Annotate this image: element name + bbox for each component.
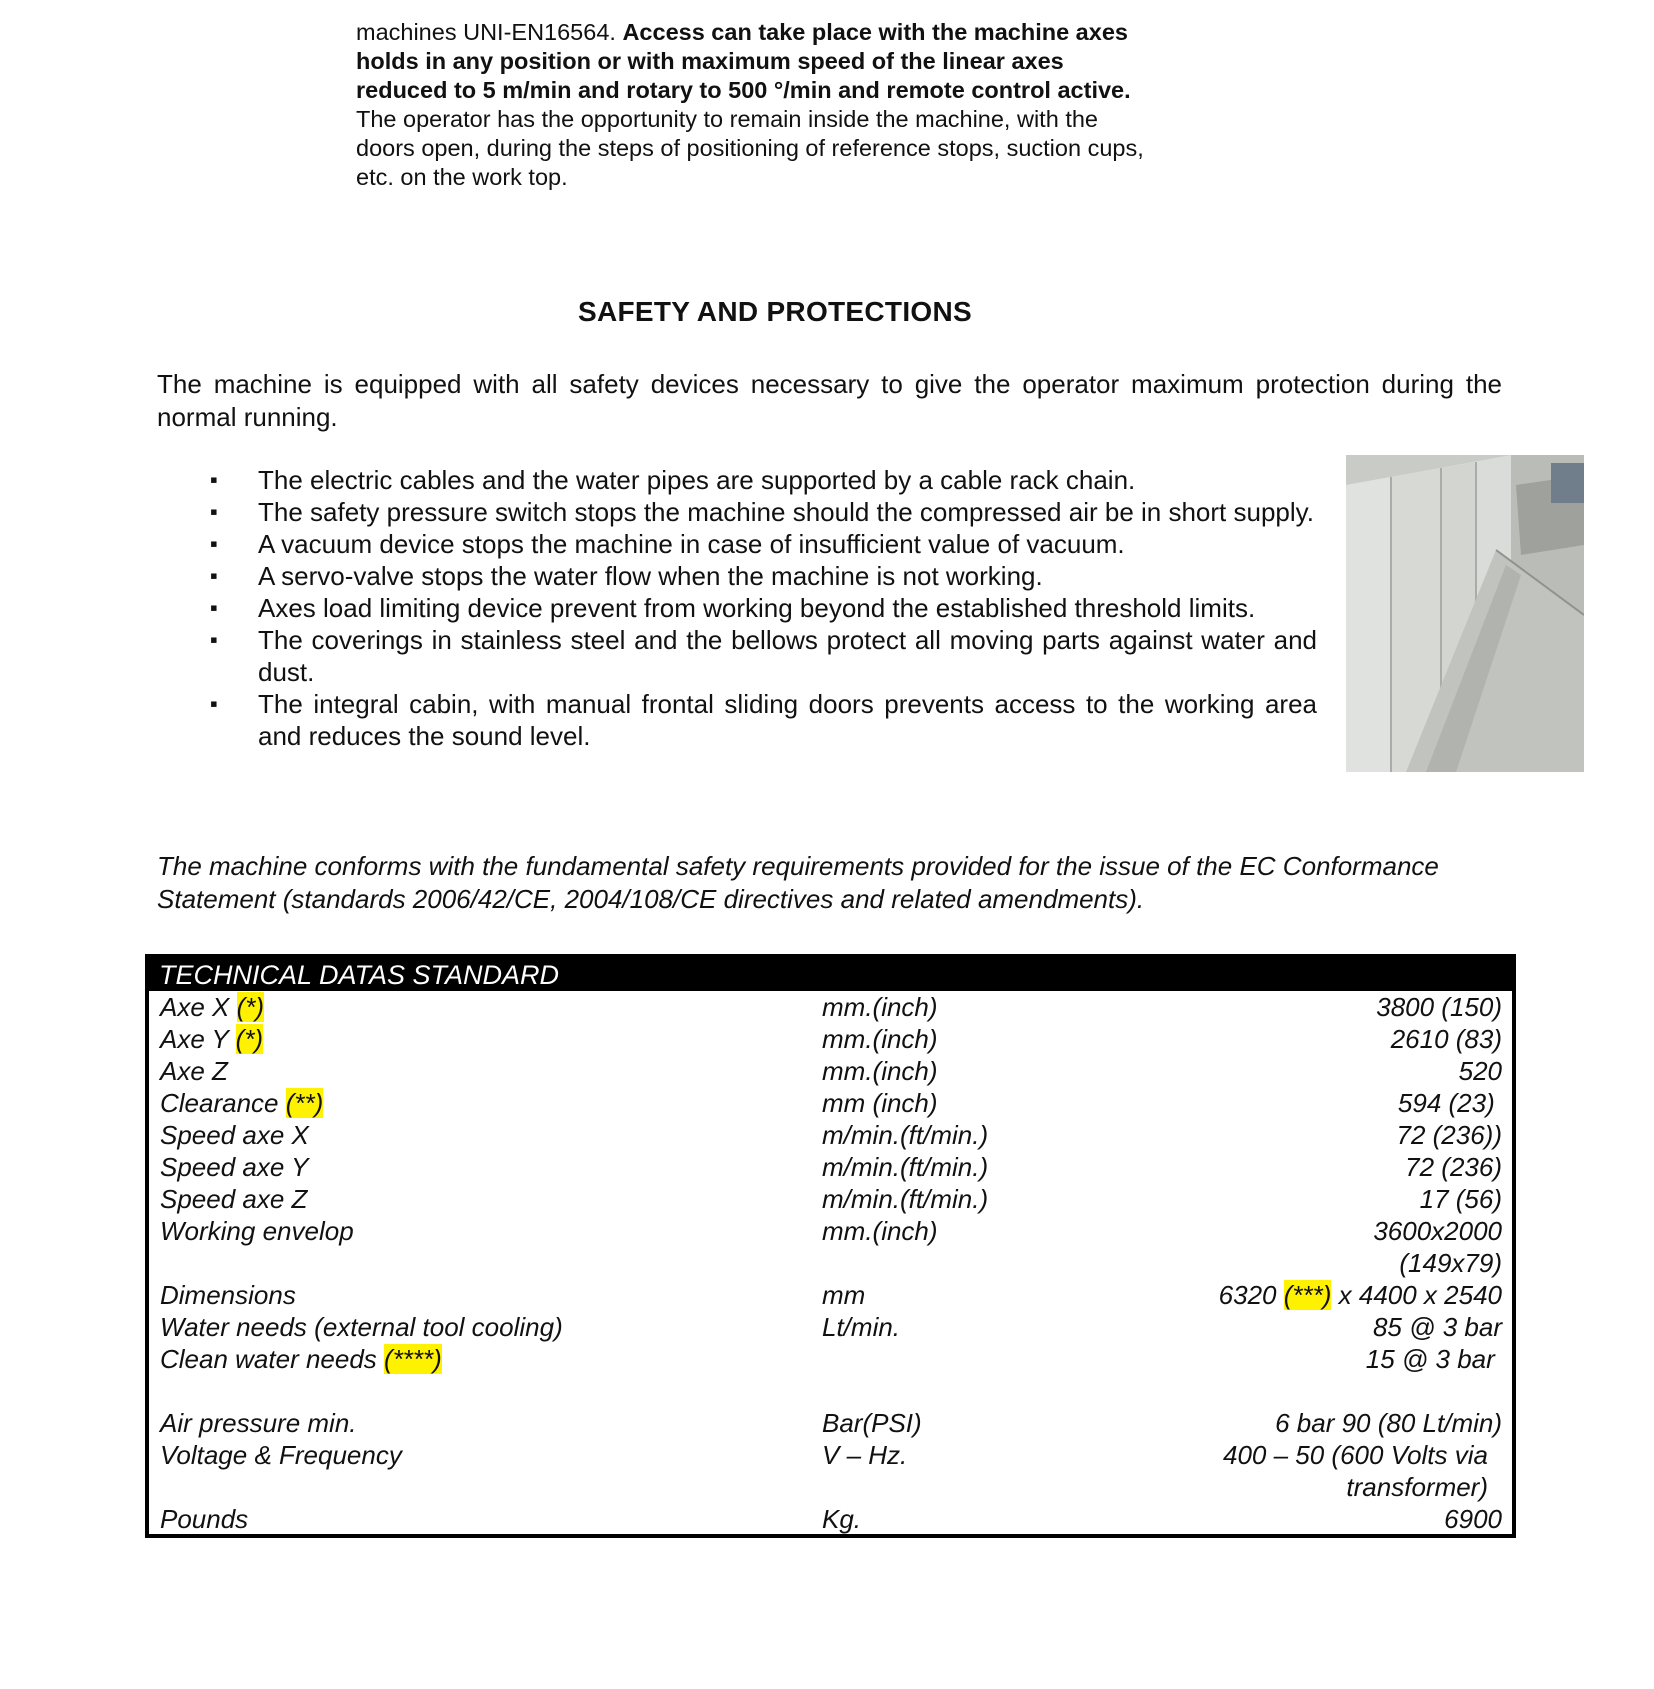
row-value-part: 6320 xyxy=(1218,1280,1284,1310)
conformance-statement: The machine conforms with the fundamental safety requirements provided for the issue of the EC Conformance Statement (standards 2006/42/CE, 2004/108/CE directives and related amendments). xyxy=(157,851,1439,914)
row-value: 15 @ 3 bar xyxy=(1365,1344,1502,1374)
bullet-icon: ▪ xyxy=(210,595,218,620)
row-label: Water needs (external tool cooling) xyxy=(160,1312,563,1342)
bullet-text: The safety pressure switch stops the machine should the compressed air be in short supply. xyxy=(258,497,1314,527)
footnote-mark: (***) xyxy=(1283,1280,1332,1310)
row-unit: mm.(inch) xyxy=(822,1056,938,1086)
list-item xyxy=(157,560,1317,592)
list-item xyxy=(157,688,1317,752)
row-unit: Lt/min. xyxy=(822,1312,901,1342)
row-unit: mm.(inch) xyxy=(822,1216,938,1246)
row-label: Clean water needs xyxy=(160,1344,385,1374)
row-value: 17 (56) xyxy=(1419,1184,1502,1214)
row-value: 6 bar 90 (80 Lt/min) xyxy=(1275,1408,1502,1438)
table-row xyxy=(149,991,1512,1023)
row-unit: mm.(inch) xyxy=(822,992,938,1022)
intro-bold-text: Access can take place with the machine axes holds in any position or with maximum speed of the linear axes reduced to 5 m/min and rotary to 500 °/min and remote control active. xyxy=(356,19,1131,103)
technical-data-table xyxy=(145,954,1516,1538)
row-value: 400 – 50 (600 Volts via xyxy=(1223,1440,1488,1470)
row-label: Voltage & Frequency xyxy=(160,1440,402,1470)
row-value-continued: transformer) xyxy=(1346,1472,1488,1502)
row-value: 594 (23) xyxy=(1397,1088,1502,1118)
table-row xyxy=(149,1023,1512,1055)
table-spacer xyxy=(149,1375,1512,1407)
intro-paragraph xyxy=(356,18,1156,192)
footnote-mark: (****) xyxy=(384,1344,442,1374)
row-unit: mm.(inch) xyxy=(822,1024,938,1054)
bullet-text: The coverings in stainless steel and the bellows protect all moving parts against water and dust. xyxy=(258,625,1317,687)
table-row xyxy=(149,1215,1512,1279)
table-header: TECHNICAL DATAS STANDARD xyxy=(149,958,1512,991)
table-row xyxy=(149,1343,1512,1375)
table-row xyxy=(149,1279,1512,1311)
footnote-mark: (*) xyxy=(236,992,265,1022)
table-row xyxy=(149,1311,1512,1343)
section-title: SAFETY AND PROTECTIONS xyxy=(578,296,972,327)
row-label: Dimensions xyxy=(160,1280,296,1310)
list-item xyxy=(157,624,1317,688)
bullet-icon: ▪ xyxy=(210,627,218,652)
list-item xyxy=(157,496,1317,528)
bullet-icon: ▪ xyxy=(210,467,218,492)
row-unit: Bar(PSI) xyxy=(822,1408,922,1438)
footnote-mark: (**) xyxy=(285,1088,324,1118)
intro-plain-text: machines UNI-EN16564. xyxy=(356,19,623,45)
safety-paragraph: The machine is equipped with all safety devices necessary to give the operator maximum protection during the normal running. xyxy=(157,369,1502,432)
bullet-text: The electric cables and the water pipes are supported by a cable rack chain. xyxy=(258,465,1136,495)
bullet-text: The integral cabin, with manual frontal sliding doors prevents access to the working area and reduces the sound level. xyxy=(258,689,1317,751)
row-value-part: x 4400 x 2540 xyxy=(1331,1280,1502,1310)
row-unit: m/min.(ft/min.) xyxy=(822,1152,989,1182)
table-row xyxy=(149,1087,1512,1119)
list-item xyxy=(157,592,1317,624)
table-row xyxy=(149,1151,1512,1183)
list-item xyxy=(157,528,1317,560)
row-label: Air pressure min. xyxy=(160,1408,357,1438)
machine-cabin-photo xyxy=(1346,455,1584,772)
list-item xyxy=(157,464,1317,496)
table-row xyxy=(149,1119,1512,1151)
row-unit: mm xyxy=(822,1280,866,1310)
row-value: 520 xyxy=(1458,1056,1502,1086)
bullet-text: A vacuum device stops the machine in case of insufficient value of vacuum. xyxy=(258,529,1125,559)
row-value: 3800 (150) xyxy=(1376,992,1502,1022)
bullet-icon: ▪ xyxy=(210,531,218,556)
row-label: Axe X xyxy=(160,992,237,1022)
row-label: Clearance xyxy=(160,1088,286,1118)
row-label: Speed axe X xyxy=(160,1120,309,1150)
row-label: Axe Z xyxy=(160,1056,228,1086)
row-unit: m/min.(ft/min.) xyxy=(822,1120,989,1150)
row-value: 72 (236) xyxy=(1405,1152,1502,1182)
table-row xyxy=(149,1503,1512,1535)
machine-cabin-illustration xyxy=(1346,455,1584,772)
table-row xyxy=(149,1439,1512,1503)
row-unit: V – Hz. xyxy=(822,1440,908,1470)
bullet-text: A servo-valve stops the water flow when the machine is not working. xyxy=(258,561,1043,591)
row-label: Speed axe Y xyxy=(160,1152,309,1182)
bullet-icon: ▪ xyxy=(210,563,218,588)
row-label: Axe Y xyxy=(160,1024,236,1054)
row-value: 3600x2000 xyxy=(1373,1216,1502,1246)
row-unit: Kg. xyxy=(822,1504,862,1534)
intro-rest-text: The operator has the opportunity to remain inside the machine, with the doors open, during the steps of positioning of reference stops, suction cups, etc. on the work top. xyxy=(356,106,1144,190)
table-row xyxy=(149,1407,1512,1439)
table-row xyxy=(149,1055,1512,1087)
bullet-icon: ▪ xyxy=(210,691,218,716)
row-value-continued: (149x79) xyxy=(1399,1248,1502,1278)
row-label: Working envelop xyxy=(160,1216,354,1246)
bullet-text: Axes load limiting device prevent from working beyond the established threshold limits. xyxy=(258,593,1256,623)
row-value: 72 (236)) xyxy=(1396,1120,1502,1150)
row-value: 2610 (83) xyxy=(1390,1024,1502,1054)
row-value: 6900 xyxy=(1444,1504,1502,1534)
table-row xyxy=(149,1183,1512,1215)
safety-bullet-list xyxy=(157,464,1317,752)
row-value: 85 @ 3 bar xyxy=(1372,1312,1502,1342)
row-unit: mm (inch) xyxy=(822,1088,938,1118)
footnote-mark: (*) xyxy=(235,1024,264,1054)
bullet-icon: ▪ xyxy=(210,499,218,524)
row-label: Pounds xyxy=(160,1504,249,1534)
row-label: Speed axe Z xyxy=(160,1184,308,1214)
row-unit: m/min.(ft/min.) xyxy=(822,1184,989,1214)
